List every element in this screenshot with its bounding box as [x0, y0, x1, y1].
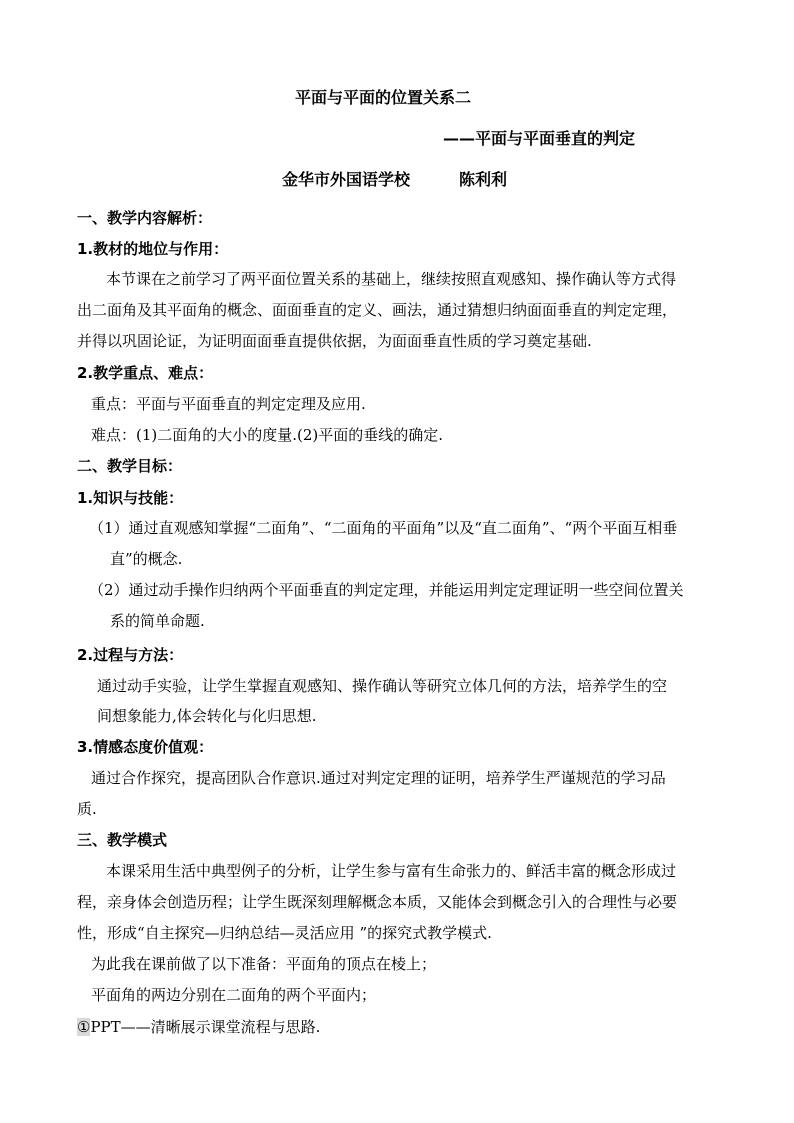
paragraph-line: 并得以巩固论证，为证明面面垂直提供依据，为面面垂直性质的学习奠定基础.: [77, 332, 592, 350]
section-2-3-heading: 3.情感态度价值观：: [77, 738, 214, 756]
section-1-1-heading: 1.教材的地位与作用：: [77, 240, 229, 258]
document-subtitle: ——平面与平面垂直的判定: [443, 129, 636, 148]
paragraph-line: 通过合作探究，提高团队合作意识.通过对判定定理的证明，培养学生严谨规范的学习品: [91, 769, 666, 787]
author-name: 陈利利: [459, 170, 508, 189]
paragraph-line: 平面角的两边分别在二面角的两个平面内；: [91, 986, 377, 1004]
paragraph-line: 本课采用生活中典型例子的分析，让学生参与富有生命张力的、鲜活丰富的概念形成过: [106, 862, 677, 880]
section-1-heading: 一、教学内容解析：: [77, 209, 213, 227]
section-2-heading: 二、教学目标：: [77, 457, 183, 475]
list-item: （2）通过动手操作归纳两个平面垂直的判定定理，并能运用判定定理证明一些空间位置关: [89, 581, 684, 599]
paragraph-line: 本节课在之前学习了两平面位置关系的基础上，继续按照直观感知、操作确认等方式得: [106, 270, 677, 288]
paragraph-line: 通过动手实验，让学生掌握直观感知、操作确认等研究立体几何的方法，培养学生的空: [97, 677, 668, 695]
section-2-1-heading: 1.知识与技能：: [77, 489, 184, 507]
paragraph-line: 质.: [77, 800, 97, 818]
section-3-heading: 三、教学模式: [77, 831, 168, 849]
key-point: 重点：平面与平面垂直的判定定理及应用.: [91, 395, 366, 413]
section-2-2-heading: 2.过程与方法：: [77, 646, 184, 664]
ppt-text: PPT——清晰展示课堂流程与思路.: [90, 1018, 321, 1036]
difficult-point: 难点：(1)二面角的大小的度量.(2)平面的垂线的确定.: [91, 426, 444, 444]
paragraph-line: 程，亲身体会创造历程；让学生既深刻理解概念本质，又能体会到概念引入的合理性与必要: [77, 893, 678, 911]
list-item-continuation: 直”的概念.: [110, 550, 183, 568]
list-item-continuation: 系的简单命题.: [110, 612, 205, 630]
paragraph-line: 出二面角及其平面角的概念、面面垂直的定义、画法，通过猜想归纳面面垂直的判定定理，: [77, 301, 678, 319]
ppt-line: [77, 1017, 320, 1037]
school-name: 金华市外国语学校: [282, 170, 411, 189]
paragraph-line: 为此我在课前做了以下准备：平面角的顶点在棱上；: [91, 955, 437, 973]
list-marker: ①: [77, 1018, 91, 1036]
section-1-2-heading: 2.教学重点、难点：: [77, 364, 214, 382]
list-item: （1）通过直观感知掌握“二面角”、“二面角的平面角”以及“直二面角”、“两个平面互相垂: [89, 519, 678, 537]
document-title: 平面与平面的位置关系二: [295, 88, 472, 107]
paragraph-line: 间想象能力,体会转化与化归思想.: [97, 707, 317, 725]
paragraph-line: 性，形成“自主探究—归纳总结—灵活应用 ”的探究式教学模式.: [77, 924, 492, 942]
